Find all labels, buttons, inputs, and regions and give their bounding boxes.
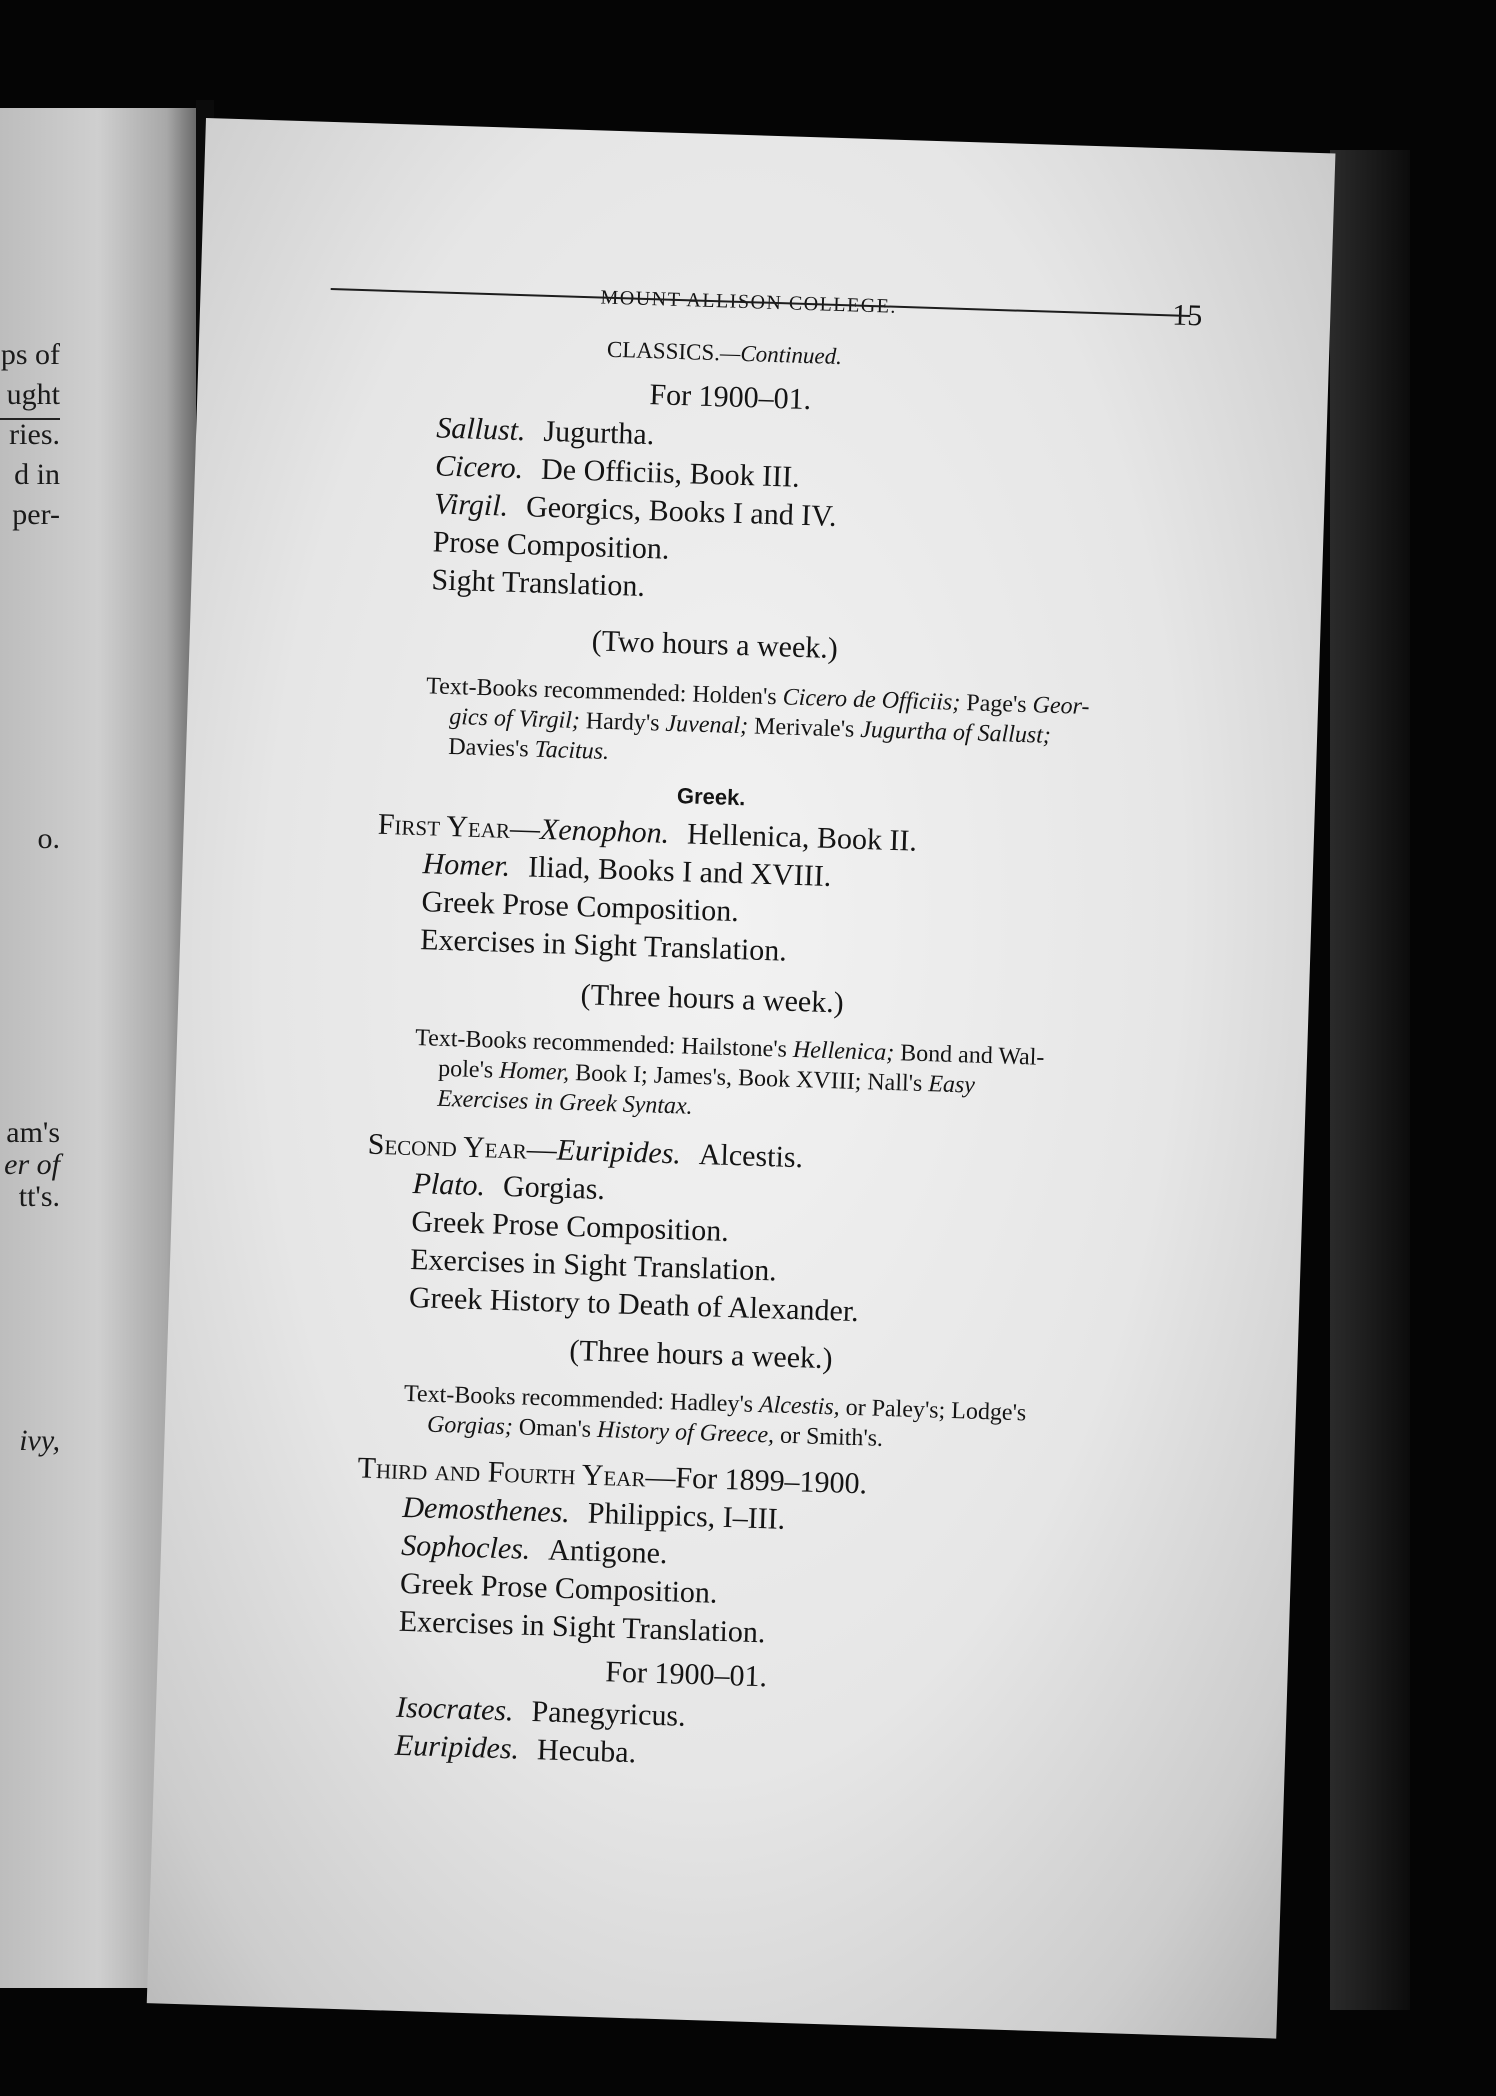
course-line: Exercises in Sight Translation. [409, 1242, 778, 1288]
textbook-title: gics of Virgil; [448, 703, 581, 735]
greek-year-heading: For 1900–01. [604, 1655, 768, 1694]
hours-note: (Three hours a week.) [568, 1334, 834, 1376]
course-line: Greek Prose Composition. [410, 1205, 730, 1248]
textbooks-text: pole's [437, 1055, 500, 1084]
left-fragment-line: ivy, [19, 1424, 60, 1457]
textbooks-text: Davies's [447, 733, 536, 763]
work-title: De Officiis, Book III. [540, 452, 801, 494]
textbooks-text: or Paley's; Lodge's [839, 1394, 1027, 1427]
author-name: Xenophon. [539, 812, 670, 850]
textbook-title: Juvenal; [665, 710, 749, 740]
hours-note: (Three hours a week.) [580, 978, 845, 1020]
section-title-suffix: —Continued. [719, 340, 843, 370]
course-line: Exercises in Sight Translation. [398, 1604, 766, 1650]
textbook-title: Hellenica; [792, 1036, 895, 1067]
course-line [436, 411, 655, 452]
textbook-title: Alcestis, [758, 1392, 841, 1421]
left-fragment-line: d in [14, 458, 60, 491]
dash: — [509, 811, 541, 846]
left-fragment-line: o. [37, 822, 60, 855]
section-title [606, 337, 842, 371]
textbook-title: Homer, [498, 1057, 570, 1086]
course-line: Greek History to Death of Alexander. [408, 1280, 860, 1329]
work-title: Hellenica, Book II. [686, 817, 918, 858]
textbook-title: Gorgias; [426, 1411, 514, 1441]
work-title: Jugurtha. [542, 414, 655, 452]
textbooks-text: Hardy's [579, 708, 666, 737]
course-line: Sight Translation. [431, 563, 646, 604]
dash: — [526, 1132, 558, 1167]
latin-year-heading: For 1900–01. [649, 378, 812, 417]
author-name: Sallust. [435, 411, 527, 448]
course-line: Greek Prose Composition. [399, 1566, 718, 1610]
textbooks-text: Text-Books recommended: Hadley's [403, 1380, 760, 1419]
page-edge-shadow [1330, 150, 1410, 2010]
author-name: Euripides. [394, 1728, 520, 1766]
work-title: Alcestis. [698, 1138, 804, 1175]
author-name: Plato. [412, 1167, 486, 1203]
work-title: Hecuba. [536, 1733, 637, 1770]
textbook-title: History of Greece, [596, 1416, 775, 1449]
textbooks-text: Book I; James's, Book XVIII; Nall's [568, 1059, 929, 1098]
author-name: Cicero. [434, 449, 524, 486]
work-title: Antigone. [547, 1533, 668, 1571]
textbook-title: Easy [927, 1071, 976, 1099]
textbooks-text: Text-Books recommended: Holden's [425, 673, 784, 711]
textbooks-text: Page's [959, 689, 1034, 719]
greek-section-title: Greek. [676, 783, 746, 811]
left-fragment-line: ught [6, 378, 60, 411]
author-name: Sophocles. [400, 1528, 531, 1566]
textbooks-text: or Smith's. [773, 1422, 884, 1452]
author-name: Euripides. [556, 1133, 682, 1171]
author-name: Demosthenes. [401, 1490, 571, 1530]
year-label: First Year [377, 807, 511, 845]
textbooks-text: Oman's [512, 1414, 598, 1443]
textbook-title: Cicero de Officiis; [782, 684, 961, 716]
left-fragment-line: am's [6, 1116, 60, 1149]
work-title: Panegyricus. [531, 1695, 687, 1733]
year-label: Third and Fourth Year [357, 1451, 647, 1494]
textbooks-text: Bond and Wal- [893, 1040, 1045, 1071]
course-line [401, 1529, 668, 1572]
author-name: Isocrates. [395, 1690, 515, 1728]
left-fragment-line: er of [4, 1148, 60, 1181]
textbook-title: Exercises in Greek Syntax. [436, 1085, 694, 1120]
textbook-title: Geor- [1032, 692, 1090, 721]
left-fragment-line: per- [12, 498, 60, 531]
textbook-title: Jugurtha of Sallust; [859, 716, 1052, 749]
course-line: Prose Composition. [432, 525, 670, 566]
textbooks-line [437, 1086, 693, 1122]
textbooks-text: Merivale's [747, 713, 861, 743]
textbook-title: Tacitus. [534, 736, 610, 765]
textbooks-line [448, 734, 610, 767]
work-title: Georgics, Books I and IV. [525, 490, 838, 533]
work-title: Iliad, Books I and XVIII. [527, 850, 832, 894]
course-line [396, 1691, 687, 1735]
left-fragment-line: ries. [9, 418, 60, 451]
course-line [394, 1729, 636, 1771]
right-page [147, 118, 1336, 2039]
page-number: 15 [1171, 298, 1203, 333]
running-head: MOUNT ALLISON COLLEGE. [600, 286, 898, 318]
course-line: Exercises in Sight Translation. [419, 923, 788, 968]
course-line: Greek Prose Composition. [420, 885, 740, 929]
author-name: Homer. [422, 847, 511, 883]
year-suffix: —For 1899–1900. [644, 1460, 868, 1501]
left-fragment-line: ps of [0, 338, 60, 371]
textbooks-text: Text-Books recommended: Hailstone's [414, 1025, 794, 1063]
section-title-text: CLASSICS. [606, 336, 721, 366]
hours-note: (Two hours a week.) [591, 624, 839, 666]
work-title: Philippics, I–III. [587, 1496, 786, 1536]
work-title: Gorgias. [502, 1169, 606, 1207]
year-label: Second Year [367, 1127, 528, 1166]
left-fragment-line: tt's. [18, 1180, 60, 1213]
author-name: Virgil. [433, 487, 509, 523]
course-line [412, 1167, 605, 1208]
